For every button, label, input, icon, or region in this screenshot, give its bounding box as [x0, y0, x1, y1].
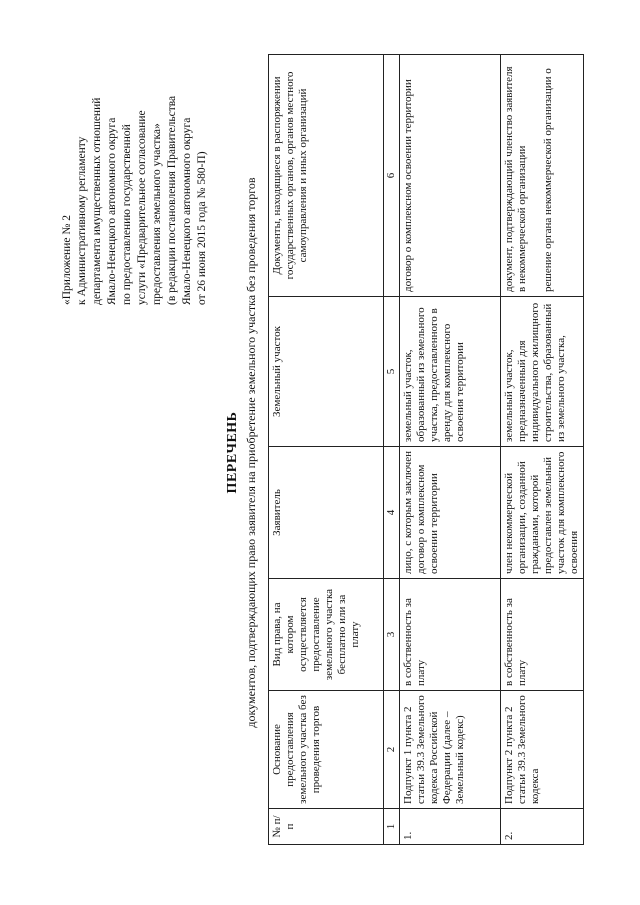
appendix-line: к Административному регламенту — [76, 136, 88, 305]
header-documents: Документы, находящиеся в распоряжении государственных органов, органов местного самоуправления и иных организаций — [269, 55, 384, 297]
appendix-line: предоставления земельного участка» — [151, 123, 163, 305]
table-header-row — [269, 55, 384, 845]
column-number: 2 — [384, 691, 400, 809]
column-number: 6 — [384, 55, 400, 297]
row-right: в собственность за плату — [400, 579, 501, 691]
appendix-line: по предоставлению государственной — [121, 124, 133, 305]
table-row — [400, 55, 501, 845]
header-basis: Основание предоставления земельного участка без проведения торгов — [269, 691, 384, 809]
row-documents: договор о комплексном освоении территории — [400, 55, 501, 297]
row-basis: Подпункт 2 пункта 2 статьи 39.3 Земельного кодекса — [501, 691, 584, 809]
row-right: в собственность за плату — [501, 579, 584, 691]
row-land: земельный участок, предназначенный для индивидуального жилищного строительства, образованный из земельного участка, — [501, 297, 584, 447]
document-title: ПЕРЕЧЕНЬ — [225, 411, 240, 494]
row-num: 2. — [501, 809, 584, 845]
appendix-line: услуги «Предварительное согласование — [136, 110, 148, 305]
appendix-block — [60, 5, 210, 305]
row-applicant: лицо, с которым заключен договор о комплексном освоении территории — [400, 447, 501, 579]
column-number: 1 — [384, 809, 400, 845]
header-land: Земельный участок — [269, 297, 384, 447]
appendix-line: Ямало-Ненецкого автономного округа — [106, 117, 118, 305]
row-applicant: член некоммерческой организации, созданной гражданами, которой предоставлен земельный участок для комплексного освоения — [501, 447, 584, 579]
row-basis: Подпункт 1 пункта 2 статьи 39.3 Земельного кодекса Российской Федерации (далее – Земельный кодекс) — [400, 691, 501, 809]
documents-table — [268, 54, 584, 845]
column-number: 5 — [384, 297, 400, 447]
table-row — [501, 55, 584, 845]
header-right: Вид права, на котором осуществляется предоставление земельного участка бесплатно или за плату — [269, 579, 384, 691]
appendix-line: «Приложение № 2 — [61, 215, 73, 305]
column-number: 3 — [384, 579, 400, 691]
header-applicant: Заявитель — [269, 447, 384, 579]
appendix-line: (в редакции постановления Правительства — [166, 95, 178, 305]
appendix-line: от 26 июня 2015 года № 580-П) — [196, 151, 208, 305]
column-number: 4 — [384, 447, 400, 579]
column-numbers-row — [384, 55, 400, 845]
row-land: земельный участок, образованный из земельного участка, предоставленного в аренду для комплексного освоения территории — [400, 297, 501, 447]
appendix-line: департамента имущественных отношений — [91, 97, 103, 305]
row-documents: документ, подтверждающий членство заявителя в некоммерческой организации решение органа некоммерческой организации о — [501, 55, 584, 297]
row-num: 1. — [400, 809, 501, 845]
document-subtitle: документов, подтверждающих право заявителя на приобретение земельного участка без проведения торгов — [244, 177, 258, 728]
appendix-line: Ямало-Ненецкого автономного округа — [181, 117, 193, 305]
header-num: № п/п — [269, 809, 384, 845]
